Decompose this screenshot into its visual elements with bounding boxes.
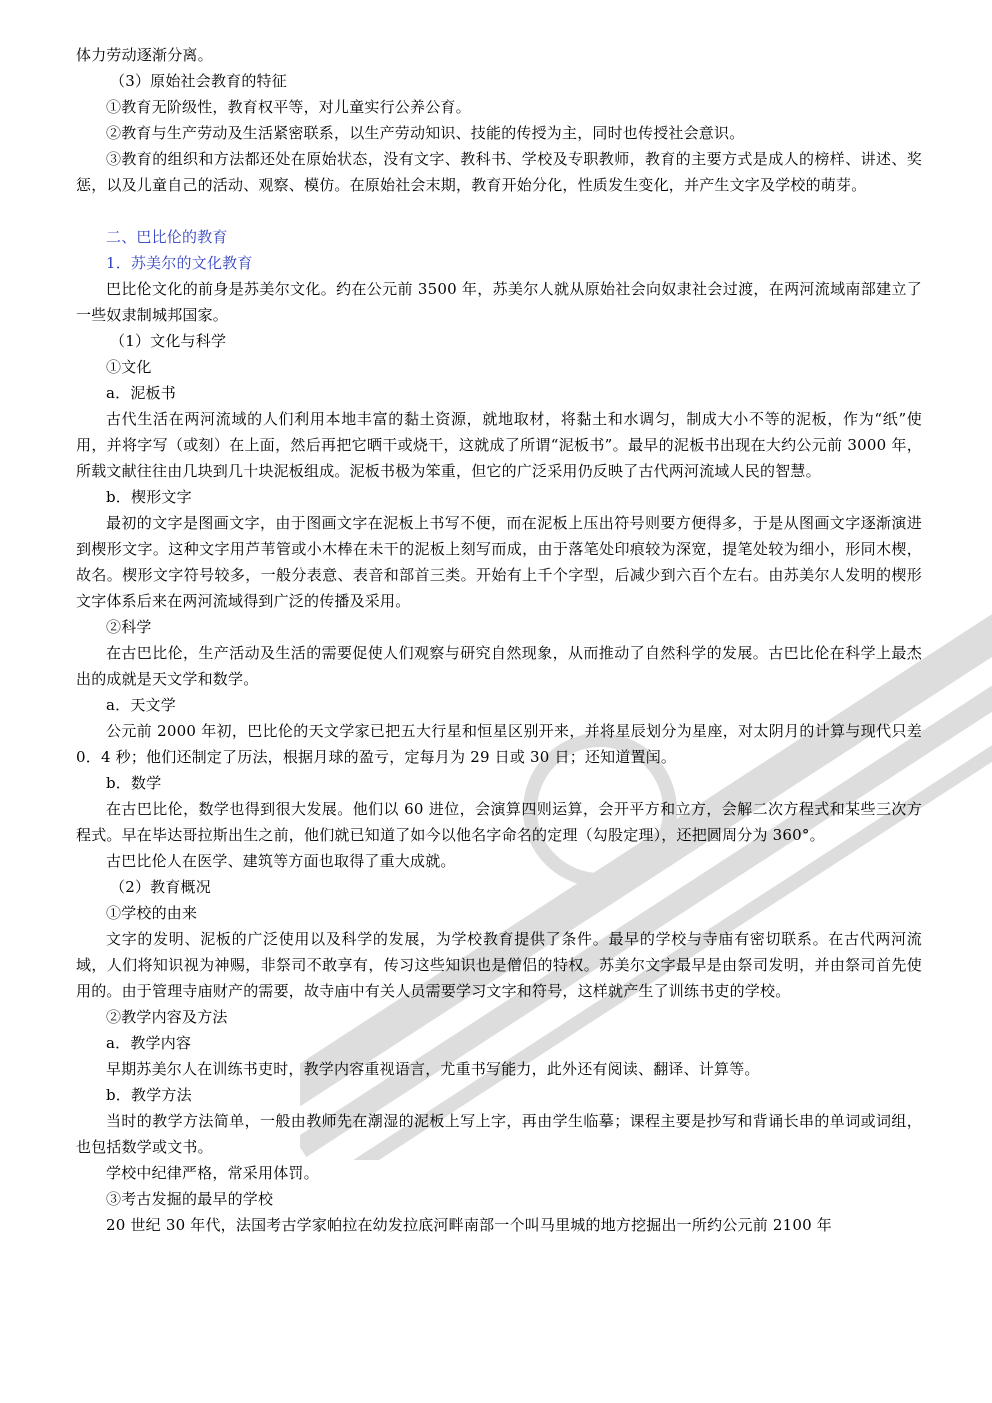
paragraph: 巴比伦文化的前身是苏美尔文化。约在公元前 3500 年，苏美尔人就从原始社会向奴隶社会过渡，在两河流域南部建立了一些奴隶制城邦国家。 <box>76 280 922 324</box>
paragraph: a．教学内容 <box>106 1034 192 1052</box>
paragraph: ②教学内容及方法 <box>106 1008 228 1026</box>
paragraph: ③教育的组织和方法都还处在原始状态，没有文字、教科书、学校及专职教师，教育的主要方式是成人的榜样、讲述、奖惩，以及儿童自己的活动、观察、模仿。在原始社会末期，教育开始分化，性质发生变化，并产生文字及学校的萌芽。 <box>76 150 922 194</box>
paragraph: 古代生活在两河流域的人们利用本地丰富的黏土资源，就地取材，将黏土和水调匀，制成大小不等的泥板，作为“纸”使用，并将字写（或刻）在上面，然后再把它晒干或烧干，这就成了所谓“泥板书”。最早的泥板书出现在大约公元前 3000 年，所载文献往往由几块到几十块泥板组成。泥板书极为笨重，但它的广泛采用仍反映了古代两河流域人民的智慧。 <box>76 410 922 480</box>
paragraph: ①学校的由来 <box>106 904 198 922</box>
paragraph: b．楔形文字 <box>106 488 192 506</box>
paragraph: 公元前 2000 年初，巴比伦的天文学家已把五大行星和恒星区别开来，并将星辰划分为星座，对太阴月的计算与现代只差 0．4 秒；他们还制定了历法，根据月球的盈亏，定每月为 29 日或 30 日；还知道置闰。 <box>76 722 922 766</box>
paragraph: 古巴比伦人在医学、建筑等方面也取得了重大成就。 <box>106 852 456 870</box>
paragraph-spacer <box>76 198 922 224</box>
paragraph: ①文化 <box>106 358 152 376</box>
paragraph: （1）文化与科学 <box>110 332 227 350</box>
paragraph: ②科学 <box>106 618 152 636</box>
paragraph: 在古巴比伦，生产活动及生活的需要促使人们观察与研究自然现象，从而推动了自然科学的发展。古巴比伦在科学上最杰出的成就是天文学和数学。 <box>76 644 922 688</box>
paragraph: ①教育无阶级性，教育权平等，对儿童实行公养公育。 <box>106 98 471 116</box>
section-heading: 1．苏美尔的文化教育 <box>106 254 253 272</box>
paragraph: ③考古发掘的最早的学校 <box>106 1190 274 1208</box>
paragraph: b．教学方法 <box>106 1086 192 1104</box>
paragraph: 体力劳动逐渐分离。 <box>76 46 213 64</box>
paragraph: 最初的文字是图画文字，由于图画文字在泥板上书写不便，而在泥板上压出符号则要方便得多，于是从图画文字逐渐演进到楔形文字。这种文字用芦苇管或小木棒在未干的泥板上刻写而成，由于落笔处印痕较为深宽，提笔处较为细小，形同木楔，故名。楔形文字符号较多，一般分表意、表音和部首三类。开始有上千个字型，后减少到六百个左右。由苏美尔人发明的楔形文字体系后来在两河流域得到广泛的传播及采用。 <box>76 514 922 610</box>
paragraph: b．数学 <box>106 774 162 792</box>
paragraph: ②教育与生产劳动及生活紧密联系，以生产劳动知识、技能的传授为主，同时也传授社会意识。 <box>106 124 745 142</box>
paragraph: （2）教育概况 <box>110 878 211 896</box>
section-heading: 二、巴比伦的教育 <box>106 228 228 246</box>
paragraph: 学校中纪律严格，常采用体罚。 <box>106 1164 319 1182</box>
paragraph: a．天文学 <box>106 696 176 714</box>
paragraph: 早期苏美尔人在训练书吏时，教学内容重视语言，尤重书写能力，此外还有阅读、翻译、计算等。 <box>106 1060 760 1078</box>
paragraph: 在古巴比伦，数学也得到很大发展。他们以 60 进位，会演算四则运算，会开平方和立方，会解二次方程式和某些三次方程式。早在毕达哥拉斯出生之前，他们就已知道了如今以他名字命名的定理（勾股定理），还把圆周分为 360°。 <box>76 800 922 844</box>
paragraph: （3）原始社会教育的特征 <box>110 72 287 90</box>
paragraph: 文字的发明、泥板的广泛使用以及科学的发展，为学校教育提供了条件。最早的学校与寺庙有密切联系。在古代两河流域，人们将知识视为神赐，非祭司不敢享有，传习这些知识也是僧侣的特权。苏美尔文字最早是由祭司发明，并由祭司首先使用的。由于管理寺庙财产的需要，故寺庙中有关人员需要学习文字和符号，这样就产生了训练书吏的学校。 <box>76 930 922 1000</box>
paragraph: 当时的教学方法简单，一般由教师先在潮湿的泥板上写上字，再由学生临摹；课程主要是抄写和背诵长串的单词或词组，也包括数学或文书。 <box>76 1112 922 1156</box>
document-body <box>76 42 922 1238</box>
paragraph: a．泥板书 <box>106 384 176 402</box>
paragraph: 20 世纪 30 年代，法国考古学家帕拉在幼发拉底河畔南部一个叫马里城的地方挖掘出一所约公元前 2100 年 <box>106 1216 832 1234</box>
